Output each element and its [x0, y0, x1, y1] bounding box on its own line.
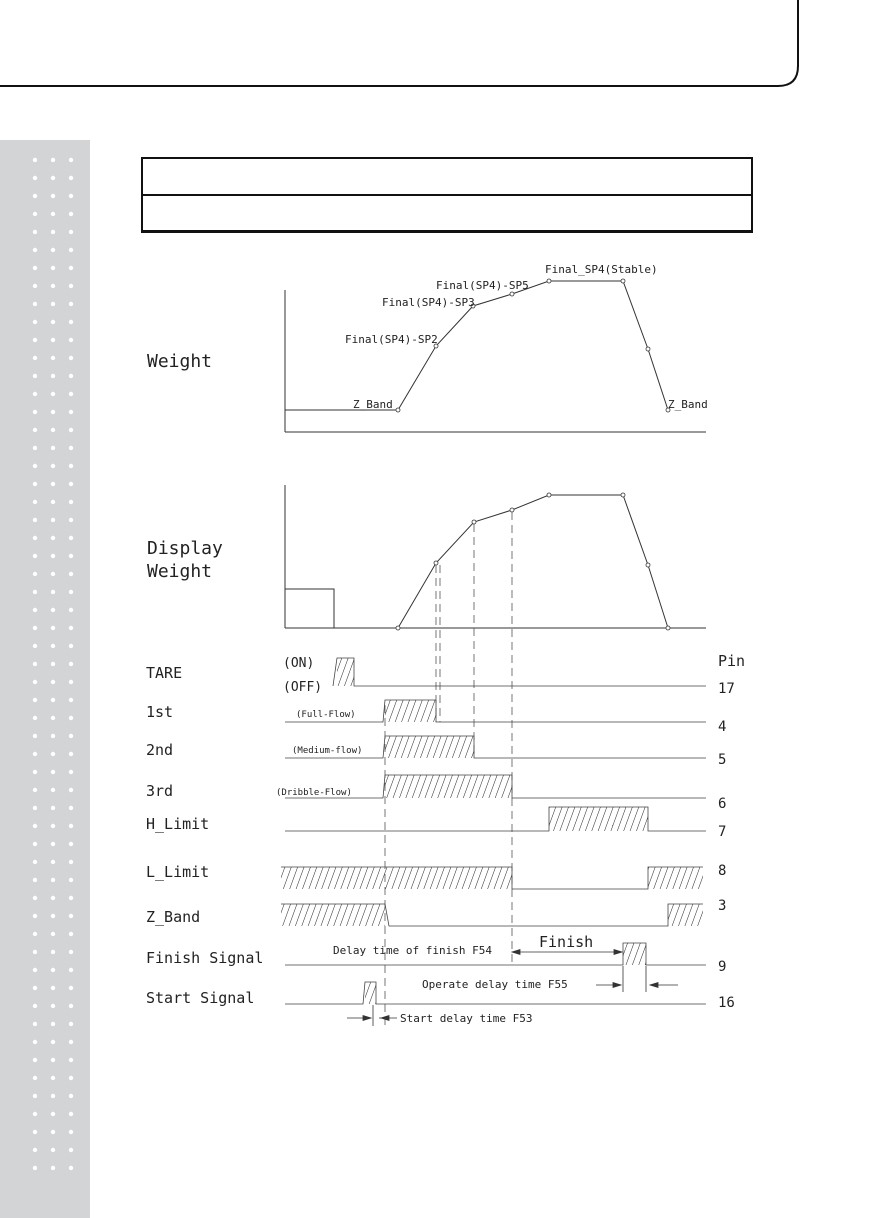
first-label: 1st: [146, 703, 174, 721]
display-weight-label-line1: Display: [147, 538, 223, 559]
display-weight-graph: [285, 485, 706, 628]
pin-first: 4: [718, 719, 727, 735]
pin-h-limit: 7: [718, 824, 727, 840]
display-weight-points: [396, 493, 670, 630]
sp2-label: Final(SP4)-SP2: [345, 333, 438, 346]
tare-label: TARE: [146, 664, 183, 682]
pin-z-band: 3: [718, 898, 727, 914]
full-flow-label: (Full-Flow): [296, 710, 356, 720]
pin-second: 5: [718, 752, 727, 768]
z-band-right-label: Z_Band: [668, 398, 708, 411]
weight-label: Weight: [147, 351, 213, 372]
operate-delay-label: Operate delay time F55: [422, 978, 568, 991]
l-limit-label: L_Limit: [146, 863, 210, 881]
pin-tare: 17: [718, 681, 735, 697]
pin-l-limit: 8: [718, 863, 727, 879]
pin-header: Pin: [718, 652, 746, 670]
medium-flow-label: (Medium-flow): [292, 746, 363, 756]
dribble-flow-label: (Dribble-Flow): [276, 788, 352, 798]
display-weight-label-line2: Weight: [147, 561, 213, 582]
sp5-label: Final(SP4)-SP5: [436, 279, 529, 292]
delay-finish-label: Delay time of finish F54: [333, 944, 492, 957]
start-delay-label: Start delay time F53: [400, 1012, 533, 1025]
h-limit-label: H_Limit: [146, 815, 210, 833]
sp3-label: Final(SP4)-SP3: [382, 296, 475, 309]
pin-third: 6: [718, 796, 727, 812]
pin-finish: 9: [718, 959, 727, 975]
third-label: 3rd: [146, 782, 174, 800]
finish-signal-label: Finish Signal: [146, 949, 264, 967]
z-band-left-label: Z_Band: [353, 398, 393, 411]
pin-start: 16: [718, 995, 735, 1011]
tare-off-label: (OFF): [283, 680, 323, 695]
finish-label: Finish: [539, 933, 594, 951]
tare-on-label: (ON): [283, 656, 315, 671]
weight-graph: [285, 281, 706, 432]
start-signal-label: Start Signal: [146, 989, 255, 1007]
second-label: 2nd: [146, 741, 174, 759]
stable-label: Final_SP4(Stable): [545, 263, 658, 276]
z-band-label: Z_Band: [146, 908, 201, 926]
